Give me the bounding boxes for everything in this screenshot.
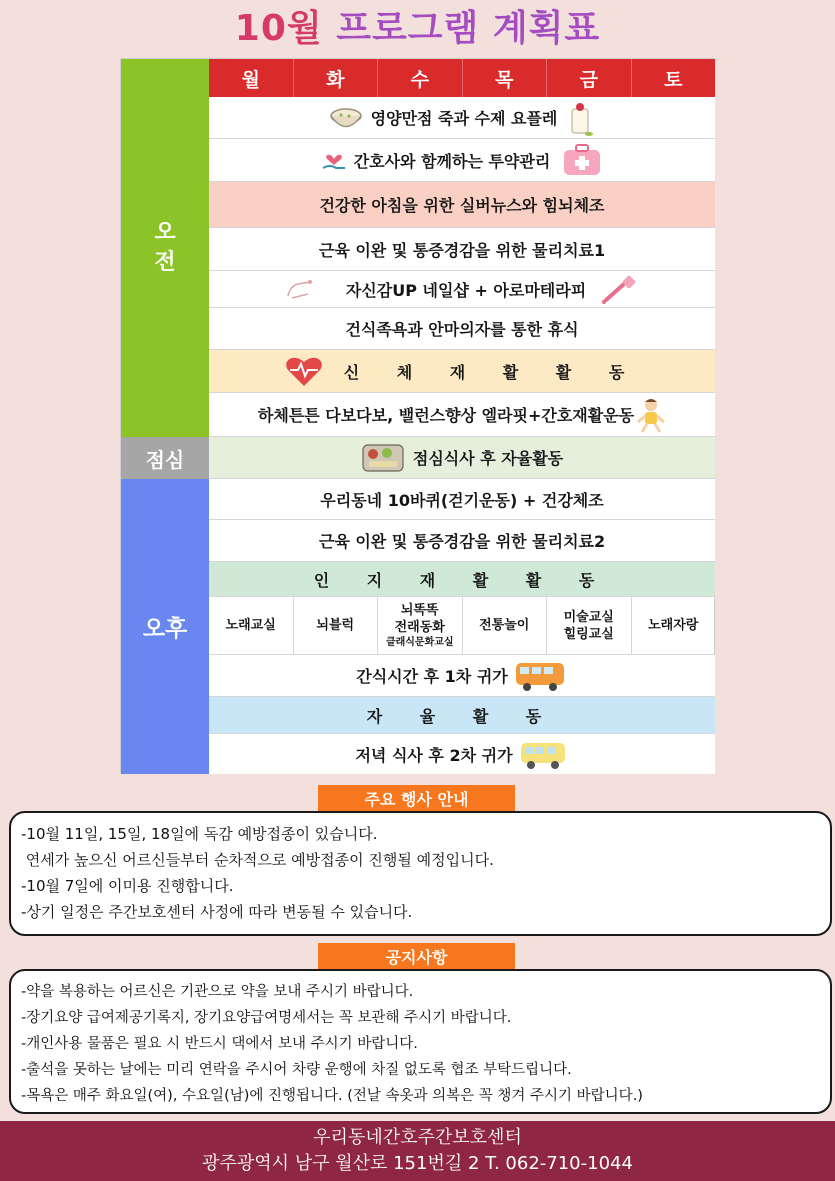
activity-cell — [632, 597, 716, 654]
activity-cell — [209, 597, 294, 654]
nail-hand-icon — [284, 274, 316, 304]
page-title — [0, 4, 835, 54]
activity-cell — [294, 597, 379, 654]
program-text: 점심식사 후 자율활동 — [412, 449, 564, 468]
activity-label: 뇌블럭 — [316, 618, 355, 633]
day-thu: 목 — [463, 59, 548, 97]
program-text: 자 율 활 동 — [366, 706, 558, 726]
program-row — [209, 182, 715, 228]
program-text: 근육 이완 및 통증경감을 위한 물리치료2 — [318, 532, 606, 551]
activity-cell — [547, 597, 632, 654]
program-row — [209, 655, 715, 697]
notice-line: -개인사용 물품은 필요 시 반드시 댁에서 보내 주시기 바랍니다. — [21, 1036, 418, 1052]
day-tue: 화 — [294, 59, 379, 97]
program-row-physical-rehab — [209, 350, 715, 393]
program-text: 영양만점 죽과 수제 요플레 — [370, 109, 558, 128]
section-morning-char-1: 오 — [154, 220, 176, 245]
notice-line: -약을 복용하는 어르신은 기관으로 약을 보내 주시기 바랍니다. — [21, 984, 414, 1000]
orange-bus-icon — [514, 659, 568, 693]
activity-label: 미술교실 — [563, 609, 614, 625]
notice-line: -목욕은 매주 화요일(여), 수요일(남)에 진행됩니다. (전날 속옷과 의복은 꼭 챙겨 주시기 바랍니다.) — [21, 1088, 643, 1104]
heartbeat-icon — [284, 354, 324, 388]
notice-line: -장기요양 급여제공기록지, 장기요양급여명세서는 꼭 보관해 주시기 바랍니다. — [21, 1010, 512, 1026]
events-label: 주요 행사 안내 — [318, 785, 515, 811]
activity-cell — [378, 597, 463, 654]
program-row — [209, 479, 715, 520]
event-line: -10월 11일, 15일, 18일에 독감 예방접종이 있습니다. — [21, 825, 378, 843]
event-line: 연세가 높으신 어르신들부터 순차적으로 예방접종이 진행될 예정입니다. — [21, 851, 494, 869]
program-row — [209, 734, 715, 774]
program-text: 간호사와 함께하는 투약관리 — [353, 151, 551, 171]
program-row — [209, 520, 715, 562]
day-sat: 토 — [664, 68, 683, 91]
footer — [0, 1121, 835, 1181]
dropper-icon — [600, 274, 640, 304]
program-text: 건식족욕과 안마의자를 통한 휴식 — [345, 320, 579, 339]
cognitive-activity-grid — [209, 597, 715, 655]
program-text: 자신감UP 네일샵 + 아로마테라피 — [345, 280, 587, 300]
activity-label: 노래자랑 — [648, 618, 699, 633]
program-text: 근육 이완 및 통증경감을 위한 물리치료1 — [318, 240, 606, 260]
heart-hand-icon — [322, 149, 346, 171]
program-text: 하체튼튼 다보다보, 밸런스향상 엘라핏+간호재활운동 — [257, 406, 635, 425]
program-text: 간식시간 후 1차 귀가 — [356, 667, 508, 686]
program-row-cognitive-rehab — [209, 562, 715, 597]
section-afternoon: 오후 — [121, 479, 209, 774]
program-row — [209, 308, 715, 350]
day-fri: 금 — [547, 59, 632, 97]
program-row — [209, 97, 715, 139]
notice-label: 공지사항 — [318, 943, 515, 969]
activity-label: 전통놀이 — [479, 618, 530, 633]
schedule-table — [120, 58, 715, 773]
program-row — [209, 139, 715, 182]
yogurt-cup-icon — [565, 99, 595, 137]
program-row — [209, 271, 715, 308]
notice-box — [9, 969, 832, 1114]
day-wed: 수 — [378, 59, 463, 97]
program-text: 저녁 식사 후 2차 귀가 — [355, 745, 513, 765]
program-row — [209, 228, 715, 271]
section-morning-char-2: 전 — [154, 250, 176, 275]
title-month: 10월 — [234, 8, 323, 49]
program-text: 신 체 재 활 활 동 — [343, 362, 641, 382]
center-name: 우리동네간호주간보호센터 — [313, 1127, 522, 1148]
program-row — [209, 393, 715, 437]
weekday-header — [209, 59, 715, 97]
notice-line: -출석을 못하는 날에는 미리 연락을 주시어 차량 운행에 차질 없도록 협조 부탁드립니다. — [21, 1062, 572, 1078]
activity-sub-label: 클래식문화교실 — [385, 636, 454, 648]
program-text: 인 지 재 활 활 동 — [313, 570, 611, 590]
event-line: -10월 7일에 이미용 진행합니다. — [21, 877, 234, 895]
event-line: -상기 일정은 주간보호센터 사정에 따라 변동될 수 있습니다. — [21, 903, 413, 921]
program-text: 우리동네 10바퀴(걷기운동) + 건강체조 — [320, 490, 604, 510]
center-address: 광주광역시 남구 월산로 151번길 2 T. 062-710-1044 — [202, 1153, 633, 1174]
activity-cell — [463, 597, 548, 654]
section-lunch: 점심 — [121, 437, 209, 479]
program-row-free-activity — [209, 697, 715, 734]
first-aid-kit-icon — [562, 143, 602, 177]
title-text: 프로그램 계획표 — [336, 8, 601, 49]
exercise-person-icon — [636, 396, 666, 434]
activity-label: 힐링교실 — [563, 626, 614, 642]
meal-tray-icon — [361, 441, 405, 475]
activity-label: 전래동화 — [394, 619, 445, 635]
events-box — [9, 811, 832, 936]
activity-label: 노래교실 — [225, 618, 276, 633]
section-morning — [121, 59, 209, 437]
yellow-bus-icon — [519, 737, 569, 771]
program-text: 건강한 아침을 위한 실버뉴스와 힘뇌체조 — [319, 196, 605, 215]
activity-label: 뇌똑똑 — [400, 602, 439, 618]
lunch-row — [209, 437, 715, 479]
porridge-bowl-icon — [329, 103, 363, 133]
day-mon: 월 — [209, 59, 294, 97]
